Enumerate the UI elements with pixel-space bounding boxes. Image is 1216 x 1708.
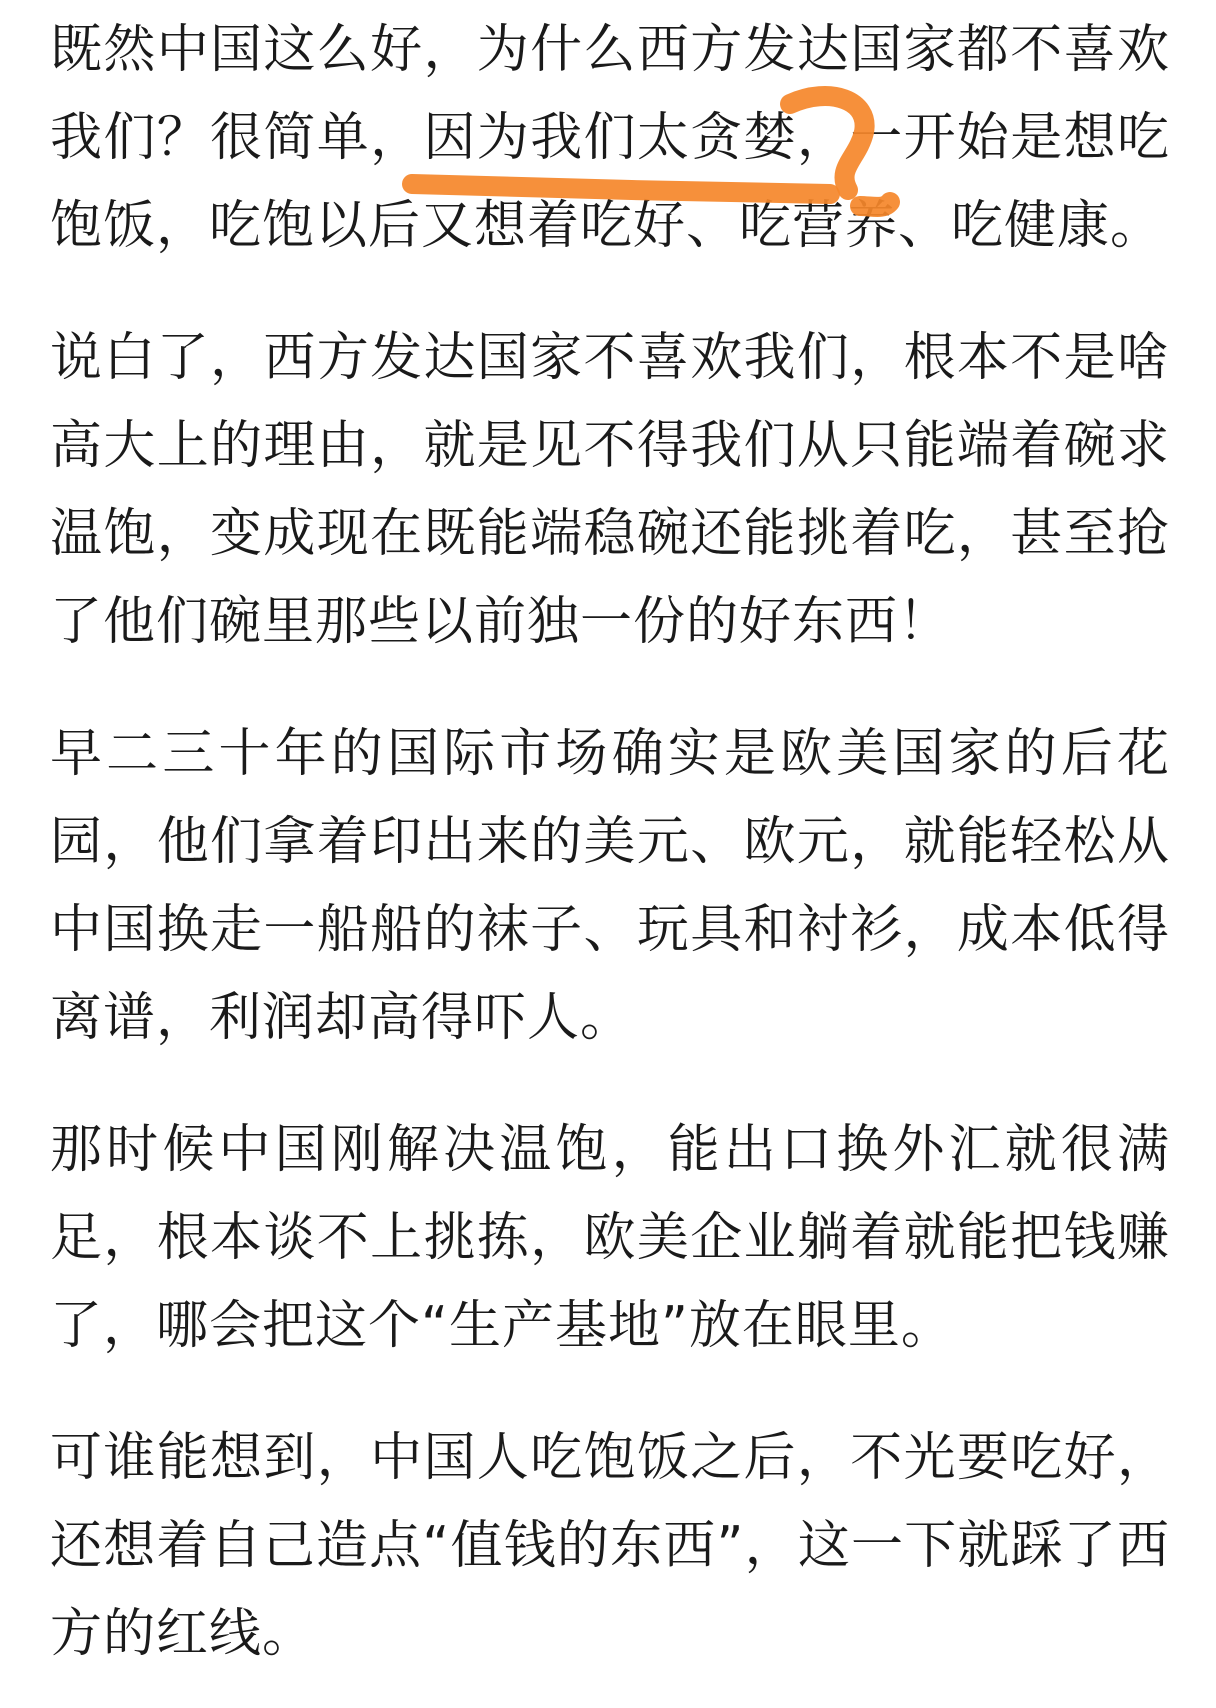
paragraph-5: 可谁能想到，中国人吃饱饭之后，不光要吃好，还想着自己造点“值钱的东西”，这一下就踩了西方的红线。: [50, 1428, 1170, 1664]
paragraph-2: 说白了，西方发达国家不喜欢我们，根本不是啥高大上的理由，就是见不得我们从只能端着碗求温饱，变成现在既能端稳碗还能挑着吃，甚至抢了他们碗里那些以前独一份的好东西！: [50, 328, 1170, 652]
paragraph-3: 早二三十年的国际市场确实是欧美国家的后花园，他们拿着印出来的美元、欧元，就能轻松从中国换走一船船的袜子、玩具和衬衫，成本低得离谱，利润却高得吓人。: [50, 724, 1170, 1048]
paragraph-1: 既然中国这么好，为什么西方发达国家都不喜欢我们？很简单，因为我们太贪婪，一开始是想吃饱饭，吃饱以后又想着吃好、吃营养、吃健康。: [50, 20, 1170, 256]
article-body: [50, 6, 1170, 1678]
paragraph-4: 那时候中国刚解决温饱，能出口换外汇就很满足，根本谈不上挑拣，欧美企业躺着就能把钱赚了，哪会把这个“生产基地”放在眼里。: [50, 1120, 1170, 1356]
